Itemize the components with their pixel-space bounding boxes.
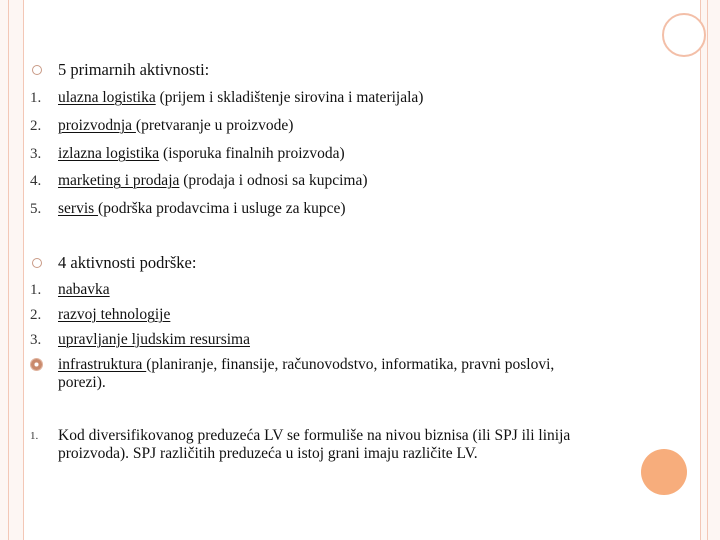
section2-heading-row bbox=[30, 254, 196, 273]
list-item bbox=[30, 200, 346, 218]
item-term: marketing i prodaja bbox=[58, 172, 180, 189]
list-item bbox=[30, 356, 554, 392]
item-description: (pretvaranje u proizvode) bbox=[135, 117, 294, 134]
item-description: (prijem i skladištenje sirovina i materijala) bbox=[155, 89, 424, 106]
item-description-continued: porezi). bbox=[58, 374, 106, 391]
note-number: 1. bbox=[30, 430, 39, 442]
item-term: ulazna logistika bbox=[58, 89, 156, 106]
list-item bbox=[30, 89, 423, 107]
item-number: 5. bbox=[30, 201, 42, 217]
list-item bbox=[30, 172, 367, 190]
list-item bbox=[30, 281, 110, 299]
item-term: proizvodnja bbox=[58, 117, 136, 134]
list-item bbox=[30, 306, 170, 324]
list-item bbox=[30, 331, 250, 349]
item-term: upravljanje ljudskim resursima bbox=[58, 331, 250, 348]
item-description: (podrška prodavcima i usluge za kupce) bbox=[98, 200, 346, 217]
item-number: 3. bbox=[30, 332, 42, 348]
item-term: infrastruktura bbox=[58, 356, 147, 373]
item-term: servis bbox=[58, 200, 99, 217]
item-term: razvoj tehnologije bbox=[58, 306, 171, 323]
note-line-2: proizvoda). SPJ različitih preduzeća u istoj grani imaju različite LV. bbox=[58, 445, 478, 462]
gear-bullet-icon bbox=[30, 356, 58, 375]
item-number: 1. bbox=[30, 282, 42, 298]
list-item bbox=[30, 117, 293, 135]
note-row bbox=[30, 427, 570, 463]
item-description: (planiranje, finansije, računovodstvo, informatika, pravni poslovi, bbox=[146, 356, 555, 373]
hollow-bullet-icon bbox=[30, 254, 58, 273]
note-line-1: Kod diversifikovanog preduzeća LV se formuliše na nivou biznisa (ili SPJ ili linija bbox=[58, 427, 571, 444]
item-number: 2. bbox=[30, 118, 42, 134]
item-number: 3. bbox=[30, 146, 42, 162]
item-term: izlazna logistika bbox=[58, 145, 160, 162]
item-number: 1. bbox=[30, 90, 42, 106]
item-description: (prodaja i odnosi sa kupcima) bbox=[179, 172, 368, 189]
item-number: 4. bbox=[30, 173, 42, 189]
decorative-ring bbox=[662, 13, 706, 57]
decorative-orb bbox=[641, 449, 687, 495]
hollow-bullet-icon bbox=[30, 61, 58, 80]
section2-heading: 4 aktivnosti podrške: bbox=[58, 253, 197, 272]
item-term: nabavka bbox=[58, 281, 110, 298]
item-description: (isporuka finalnih proizvoda) bbox=[159, 145, 345, 162]
section1-heading-row bbox=[30, 61, 209, 80]
list-item bbox=[30, 145, 345, 163]
item-number: 2. bbox=[30, 307, 42, 323]
section1-heading: 5 primarnih aktivnosti: bbox=[58, 60, 210, 79]
